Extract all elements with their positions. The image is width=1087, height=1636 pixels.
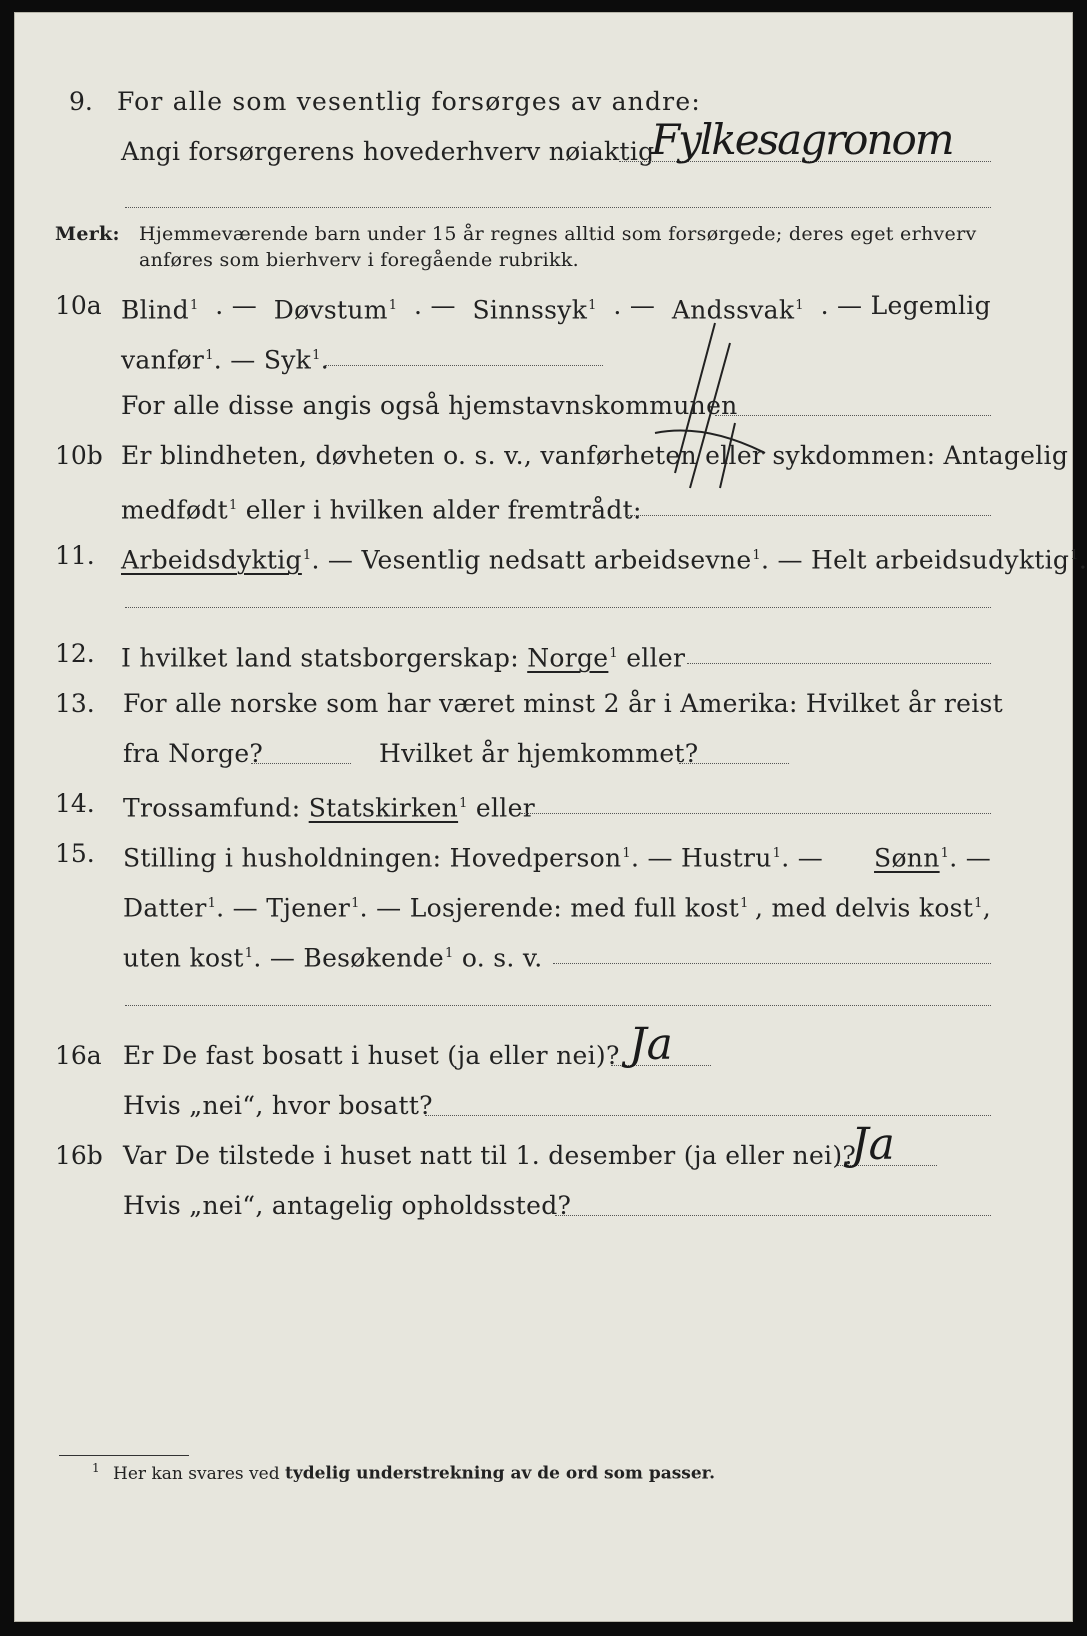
q11-number: 11.	[55, 541, 95, 570]
q15-extra-line[interactable]	[125, 1005, 991, 1006]
option-full-kost[interactable]: . — Losjerende: med full kost	[359, 893, 740, 923]
option-blind[interactable]: Blind	[121, 295, 189, 325]
option-andssvak[interactable]: Andssvak	[671, 295, 795, 325]
q13-hjemkommet-label: Hvilket år hjemkommet?	[379, 739, 699, 768]
q16a-number: 16a	[55, 1041, 102, 1070]
q14-number: 14.	[55, 789, 95, 818]
option-arbeidsudyktig[interactable]: . — Helt arbeidsudyktig	[761, 545, 1070, 575]
q15-osv-line[interactable]	[553, 963, 991, 964]
q10b-alder-line[interactable]	[625, 515, 991, 516]
q10a-number: 10a	[55, 291, 102, 320]
q10b-line1: Er blindheten, døvheten o. s. v., vanførheten eller sykdommen: Antagelig	[121, 441, 1069, 470]
option-norge[interactable]: Norge	[527, 643, 609, 673]
q9-extra-line[interactable]	[125, 207, 991, 208]
q10a-line1: Blind$^1$ . — Døvstum$^1$ . — Sinnssyk$^1$ . — Andssvak$^1$ . — Legemlig	[121, 291, 991, 325]
q12-other-country-line[interactable]	[687, 663, 991, 664]
option-dovstum[interactable]: Døvstum	[273, 295, 388, 325]
q10a-line3: For alle disse angis også hjemstavnskommunen	[121, 391, 738, 420]
q13-hjemkommet-line[interactable]	[679, 763, 789, 764]
q10a-line2: vanfør$^1$. — Syk$^1$.	[121, 345, 329, 375]
q9-line2: Angi forsørgerens hovederhverv nøiaktig	[121, 137, 655, 166]
option-arbeidsdyktig[interactable]: Arbeidsdyktig	[121, 545, 302, 575]
q16a-line2: Hvis „nei“, hvor bosatt?	[123, 1091, 433, 1120]
q9-handwritten-answer: Fylkesagronom	[651, 115, 953, 164]
option-delvis-kost[interactable]: , med delvis kost	[754, 893, 974, 923]
q14-line: Trossamfund: Statskirken$^1$ eller	[123, 793, 535, 823]
q15-number: 15.	[55, 839, 95, 868]
q10b-number: 10b	[55, 441, 103, 470]
q16b-opholdssted-line[interactable]	[555, 1215, 991, 1216]
q16b-handwritten-answer: Ja	[851, 1119, 895, 1170]
q13-reist-line[interactable]	[251, 763, 351, 764]
footnote: $^1$ Her kan svares ved tydelig understrekning av de ord som passer.	[92, 1461, 715, 1484]
q10a-syk-line[interactable]	[325, 365, 603, 366]
q11-extra-line[interactable]	[125, 607, 991, 608]
q12-line: I hvilket land statsborgerskap: Norge$^1$ eller	[121, 643, 686, 673]
q16a-bosatt-line[interactable]	[425, 1115, 991, 1116]
q13-reist-label: fra Norge?	[123, 739, 264, 768]
option-legemlig[interactable]: . — Legemlig	[820, 291, 991, 320]
option-uten-kost[interactable]: uten kost	[123, 943, 244, 973]
q9-line1: For alle som vesentlig forsørges av andre:	[117, 87, 701, 116]
q16a-line1: Er De fast bosatt i huset (ja eller nei)?	[123, 1041, 620, 1070]
q15-line1: Stilling i husholdningen: Hovedperson$^1$. — Hustru$^1$. — Sønn$^1$. —	[123, 843, 991, 873]
option-tjener[interactable]: . — Tjener	[216, 893, 351, 923]
merk-line2: anføres som bierhverv i foregående rubrikk.	[139, 249, 579, 271]
option-vanfor[interactable]: vanfør	[121, 345, 205, 375]
merk-label: Merk:	[55, 223, 120, 245]
q14-other-line[interactable]	[521, 813, 991, 814]
option-medfodt[interactable]: medfødt	[121, 495, 228, 525]
option-syk[interactable]: Syk	[263, 345, 312, 375]
q9-number: 9.	[69, 87, 93, 116]
merk-line1: Hjemmeværende barn under 15 år regnes alltid som forsørgede; deres eget erhverv	[139, 223, 977, 245]
q15-line2: Datter$^1$. — Tjener$^1$. — Losjerende: med full kost$^1$ , med delvis kost$^1$,	[123, 893, 991, 923]
option-sonn[interactable]: Sønn	[874, 843, 940, 873]
option-statskirken[interactable]: Statskirken	[308, 793, 459, 823]
q13-number: 13.	[55, 689, 95, 718]
option-hustru[interactable]: . — Hustru	[630, 843, 772, 873]
q15-line3: uten kost$^1$. — Besøkende$^1$ o. s. v.	[123, 943, 543, 973]
option-datter[interactable]: Datter	[123, 893, 207, 923]
q12-number: 12.	[55, 639, 95, 668]
option-besokende[interactable]: . — Besøkende	[253, 943, 444, 973]
q16a-handwritten-answer: Ja	[629, 1019, 673, 1070]
q16b-line1: Var De tilstede i huset natt til 1. desember (ja eller nei)?	[123, 1141, 857, 1170]
option-nedsatt-arbeidsevne[interactable]: . — Vesentlig nedsatt arbeidsevne	[311, 545, 752, 575]
q16b-number: 16b	[55, 1141, 103, 1170]
q11-line: Arbeidsdyktig$^1$. — Vesentlig nedsatt arbeidsevne$^1$. — Helt arbeidsudyktig$^1$.	[121, 545, 1087, 575]
q16b-line2: Hvis „nei“, antagelig opholdssted?	[123, 1191, 572, 1220]
option-hovedperson[interactable]: Stilling i husholdningen: Hovedperson	[123, 843, 622, 873]
footnote-rule	[59, 1455, 189, 1456]
census-form-page	[14, 12, 1087, 1622]
q13-line1: For alle norske som har været minst 2 år i Amerika: Hvilket år reist	[123, 689, 1004, 718]
q10b-line2: medfødt$^1$ eller i hvilken alder fremtrådt:	[121, 495, 642, 525]
option-sinnssyk[interactable]: Sinnssyk	[472, 295, 588, 325]
